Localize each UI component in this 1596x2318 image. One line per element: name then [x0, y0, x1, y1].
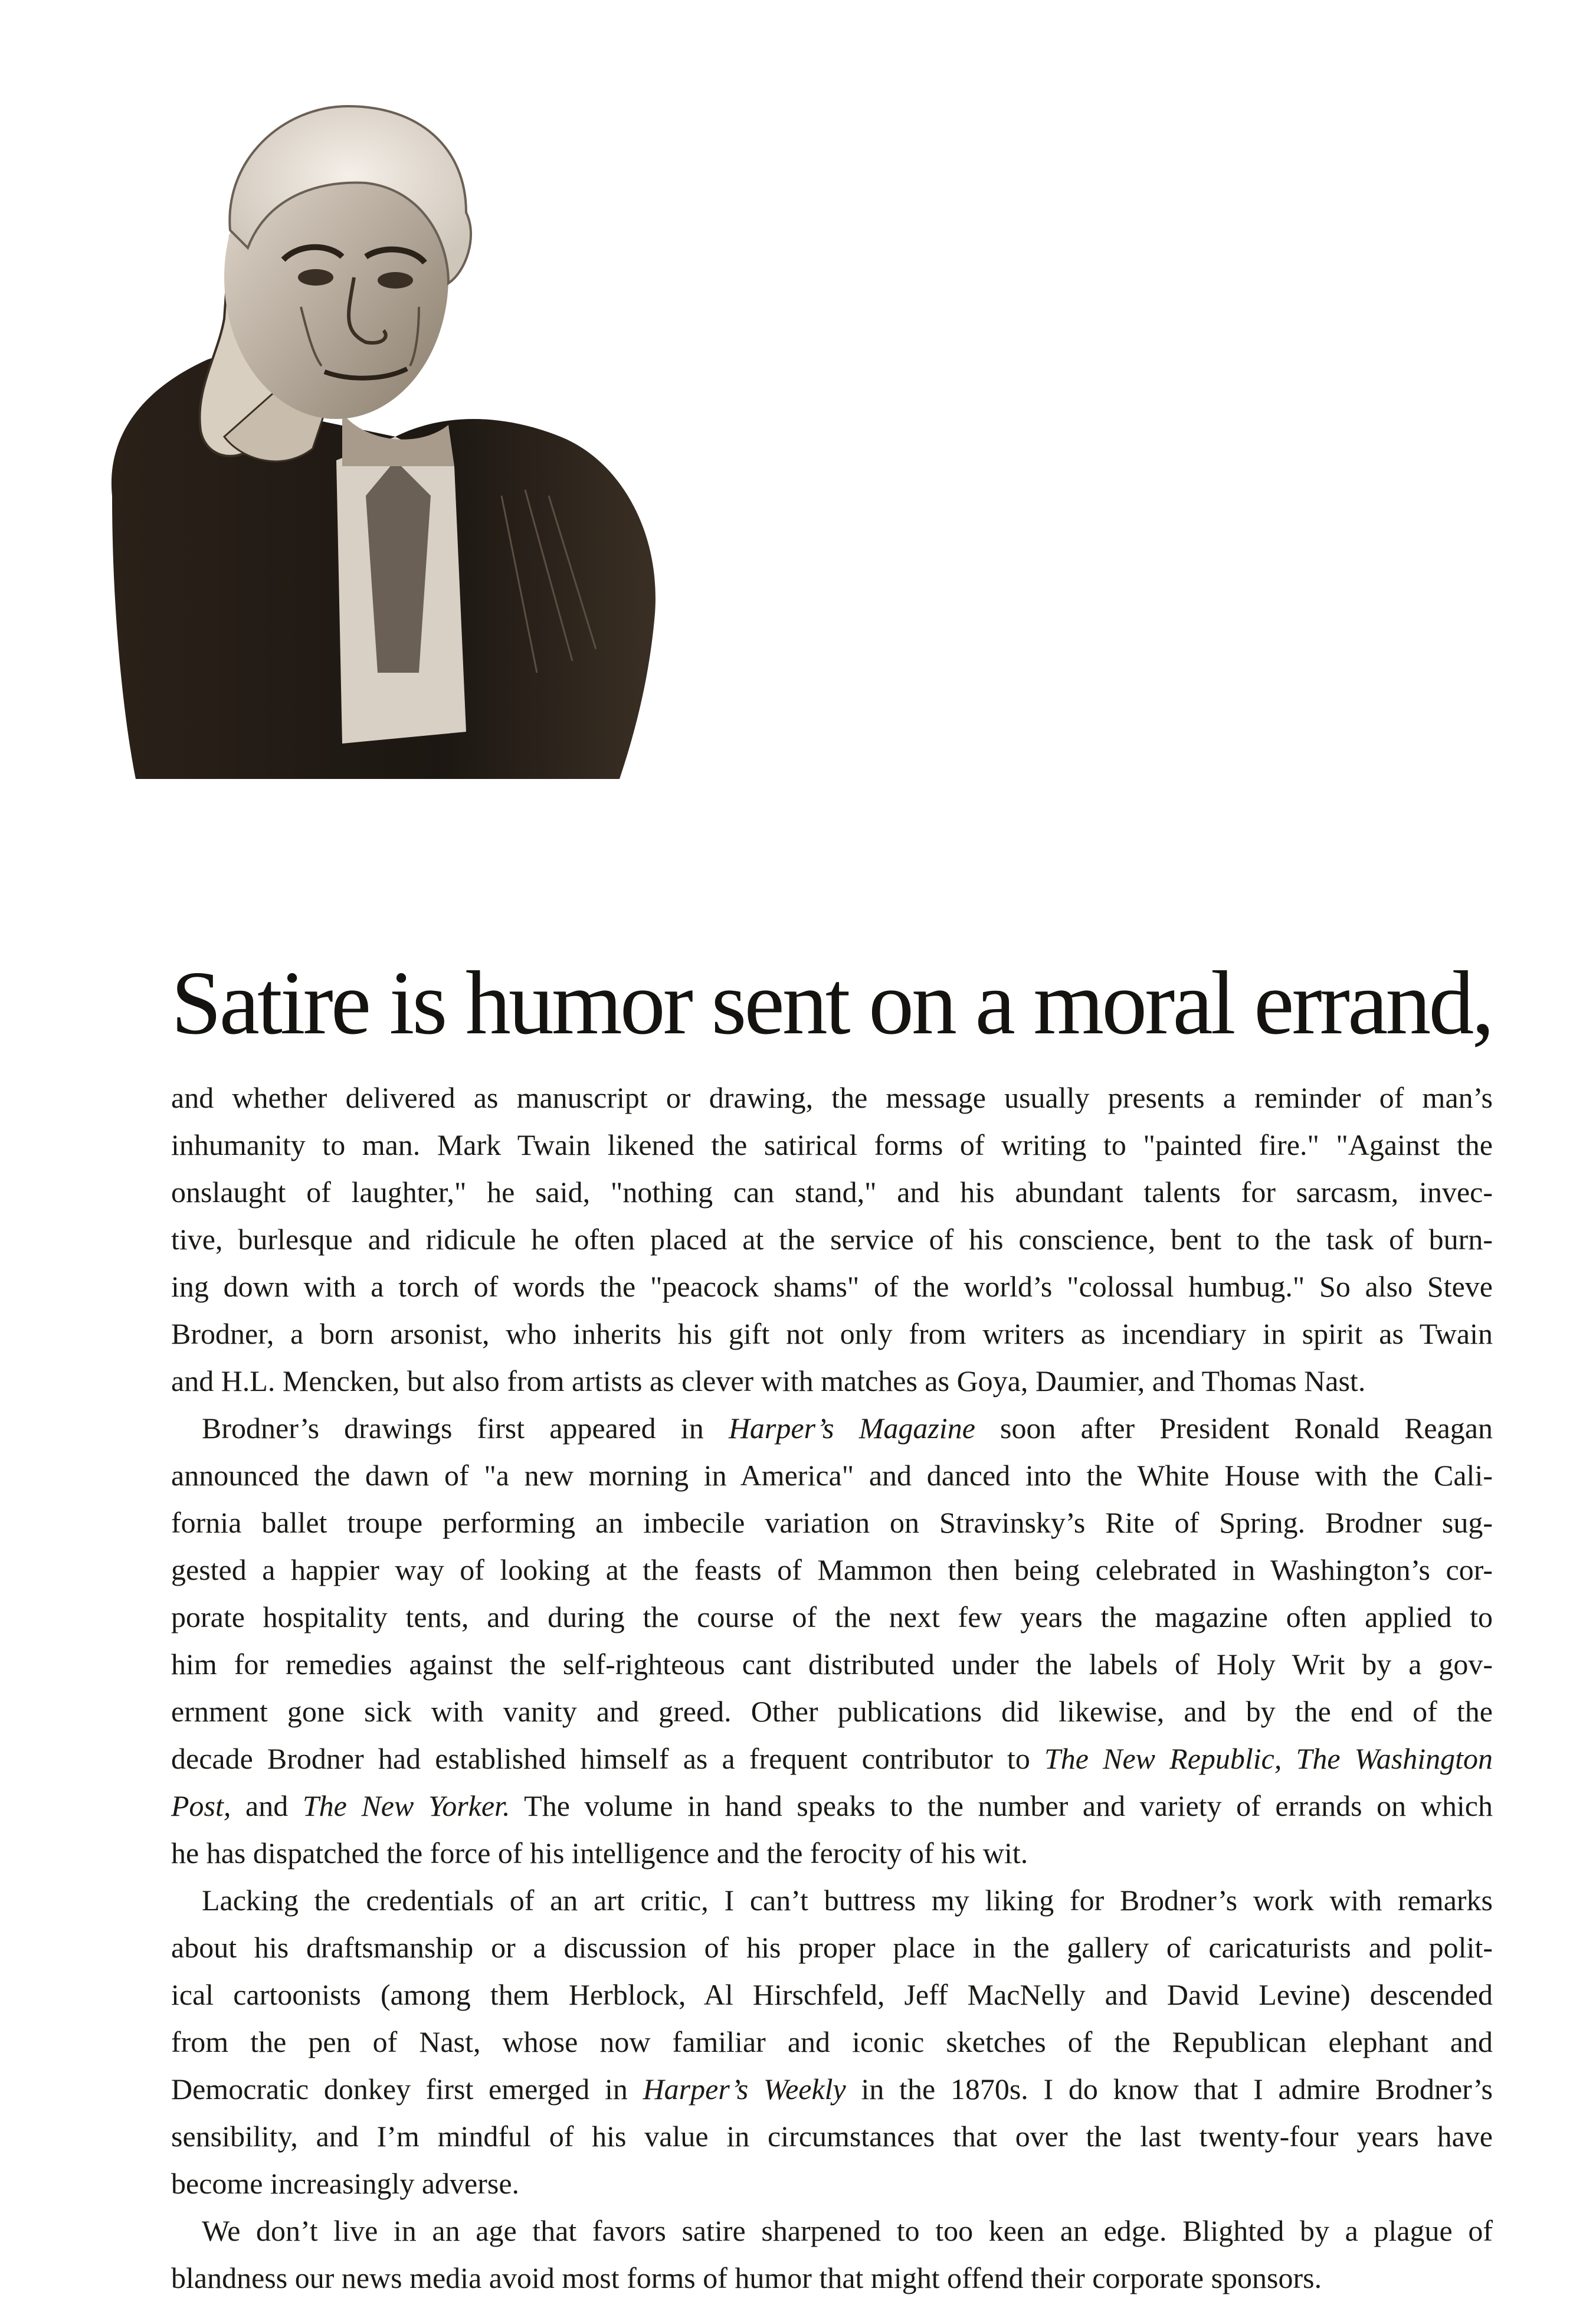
text-run: become increasingly adverse.: [171, 2167, 520, 2200]
text-line: [171, 1121, 1493, 1168]
text-run: The volume in hand speaks to the number and variety of errands on which: [510, 1789, 1493, 1822]
text-line: [171, 1404, 1493, 1452]
text-line: [171, 1357, 1493, 1404]
text-run: gested a happier way of looking at the feasts of Mammon then being celebrated in Washington’s cor-: [171, 1553, 1493, 1586]
text-run: tive, burlesque and ridicule he often placed at the service of his conscience, bent to the task of burn-: [171, 1223, 1493, 1256]
headline: Satire is humor sent on a moral errand,: [171, 953, 1492, 1053]
text-run: Democratic donkey first emerged in: [171, 2073, 643, 2106]
text-run: and whether delivered as manuscript or drawing, the message usually presents a reminder of man’s: [171, 1081, 1493, 1114]
text-run: Brodner’s drawings first appeared in: [202, 1412, 729, 1445]
text-line: [171, 1971, 1493, 2018]
text-line: [171, 1216, 1493, 1263]
paragraph: [171, 1877, 1493, 2207]
text-line: [171, 1168, 1493, 1216]
text-run: in the 1870s. I do know that I admire Brodner’s: [845, 2073, 1493, 2106]
paragraph: [171, 1404, 1493, 1877]
text-run: about his draftsmanship or a discussion of his proper place in the gallery of caricaturists and polit-: [171, 1931, 1493, 1964]
text-run: from the pen of Nast, whose now familiar and iconic sketches of the Republican elephant and: [171, 2025, 1493, 2058]
body-text: [171, 1074, 1493, 2301]
text-run: onslaught of laughter," he said, "nothing can stand," and his abundant talents for sarcasm, invec-: [171, 1176, 1493, 1209]
text-run: ing down with a torch of words the "peacock shams" of the world’s "colossal humbug." So also Steve: [171, 1270, 1493, 1303]
paragraph: [171, 1074, 1493, 1404]
text-run: inhumanity to man. Mark Twain likened the satirical forms of writing to "painted fire." "Against the: [171, 1128, 1493, 1161]
text-line: [171, 1735, 1493, 1782]
italic-title: Harper’s Weekly: [643, 2073, 846, 2106]
text-line: [171, 1877, 1493, 1924]
text-run: Lacking the credentials of an art critic, I can’t buttress my liking for Brodner’s work with remarks: [202, 1884, 1493, 1917]
text-run: fornia ballet troupe performing an imbecile variation on Stravinsky’s Rite of Spring. Brodner sug-: [171, 1506, 1493, 1539]
text-line: [171, 1782, 1493, 1829]
text-run: sensibility, and I’m mindful of his value in circumstances that over the last twenty-four years have: [171, 2120, 1493, 2153]
text-line: [171, 1452, 1493, 1499]
text-run: soon after President Ronald Reagan: [975, 1412, 1493, 1445]
text-line: [171, 2160, 1493, 2207]
text-run: announced the dawn of "a new morning in America" and danced into the White House with the Cali-: [171, 1459, 1493, 1492]
text-run: and: [231, 1789, 303, 1822]
portrait-illustration-icon: [89, 83, 684, 791]
italic-title: The New Yorker.: [302, 1789, 510, 1822]
text-run: Brodner, a born arsonist, who inherits his gift not only from writers as incendiary in spirit as Twain: [171, 1317, 1493, 1350]
text-line: [171, 2113, 1493, 2160]
text-line: [171, 1499, 1493, 1546]
text-run: and H.L. Mencken, but also from artists as clever with matches as Goya, Daumier, and Thomas Nast.: [171, 1364, 1366, 1397]
text-line: [171, 2254, 1493, 2301]
italic-title: The New Republic, The Washington: [1044, 1742, 1493, 1775]
text-line: [171, 1310, 1493, 1357]
text-run: decade Brodner had established himself as a frequent contributor to: [171, 1742, 1044, 1775]
portrait-illustration: [89, 83, 684, 791]
text-line: [171, 1263, 1493, 1310]
text-line: [171, 1593, 1493, 1641]
text-run: he has dispatched the force of his intelligence and the ferocity of his wit.: [171, 1836, 1028, 1870]
text-line: [171, 1641, 1493, 1688]
paragraph: [171, 2207, 1493, 2301]
text-line: [171, 1924, 1493, 1971]
text-run: We don’t live in an age that favors satire sharpened to too keen an edge. Blighted by a plague of: [202, 2214, 1493, 2247]
text-line: [171, 1546, 1493, 1593]
text-run: ical cartoonists (among them Herblock, Al Hirschfeld, Jeff MacNelly and David Levine) descended: [171, 1978, 1493, 2011]
text-line: [171, 1829, 1493, 1877]
text-line: [171, 2018, 1493, 2065]
text-line: [171, 1074, 1493, 1121]
text-run: porate hospitality tents, and during the course of the next few years the magazine often applied to: [171, 1600, 1493, 1633]
text-line: [171, 1688, 1493, 1735]
text-line: [171, 2065, 1493, 2113]
text-line: [171, 2207, 1493, 2254]
text-run: him for remedies against the self-righteous cant distributed under the labels of Holy Writ by a gov-: [171, 1648, 1493, 1681]
text-run: blandness our news media avoid most forms of humor that might offend their corporate sponsors.: [171, 2261, 1322, 2294]
text-run: ernment gone sick with vanity and greed. Other publications did likewise, and by the end of the: [171, 1695, 1493, 1728]
italic-title: Post,: [171, 1789, 231, 1822]
italic-title: Harper’s Magazine: [728, 1412, 975, 1445]
